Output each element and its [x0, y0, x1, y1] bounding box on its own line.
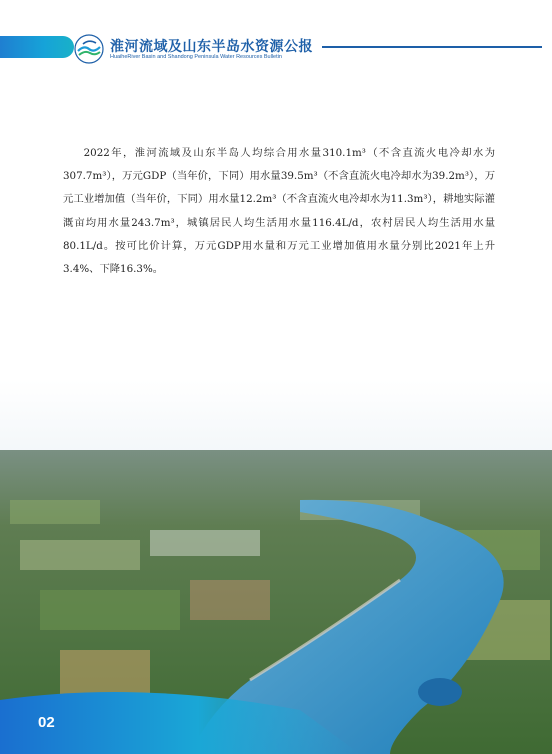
aerial-river-farmland-photo	[0, 380, 552, 754]
header-rule	[322, 46, 542, 48]
water-use-paragraph: 2022年，淮河流域及山东半岛人均综合用水量310.1m³（不含直流火电冷却水为307.7m³），万元GDP（当年价，下同）用水量39.5m³（不含直流火电冷却水为39.2m³），万元工业增加值（当年价，下同）用水量12.2m³（不含直流火电冷却水为11.3m³），耕地实际灌溉亩均用水量243.7m³，城镇居民人均生活用水量116.4L/d，农村居民人均生活用水量80.1L/d。按可比价计算，万元GDP用水量和万元工业增加值用水量分别比2021年上升3.4%、下降16.3%。	[63, 147, 495, 276]
bulletin-subtitle: HuaiheRiver Basin and Shandong Peninsula Water Resources Bulletin	[110, 54, 282, 60]
huaihe-water-logo-icon	[74, 34, 104, 64]
page-header	[0, 32, 552, 66]
header-accent-band	[0, 36, 74, 58]
page-number: 02	[38, 714, 55, 731]
bulletin-title: 淮河流域及山东半岛水资源公报	[110, 39, 313, 55]
